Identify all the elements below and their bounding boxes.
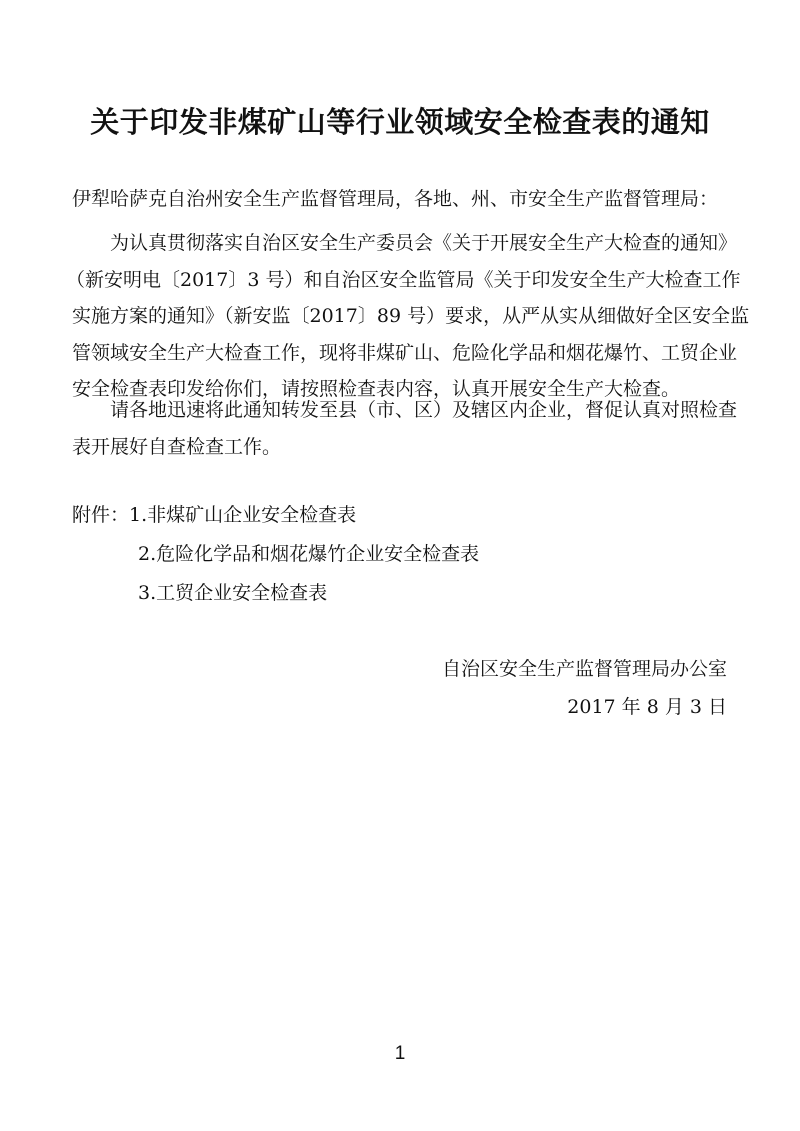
paragraph-2-line: 请各地迅速将此通知转发至县（市、区）及辖区内企业，督促认真对照检查	[110, 399, 738, 421]
paragraph-1-line: 为认真贯彻落实自治区安全生产委员会《关于开展安全生产大检查的通知》	[110, 232, 738, 254]
page-number: 1	[394, 1043, 406, 1064]
attachment-item: 1.非煤矿山企业安全检查表	[129, 504, 357, 526]
attachment-item: 2.危险化学品和烟花爆竹企业安全检查表	[138, 543, 480, 565]
paragraph-1-line: 管领域安全生产大检查工作，现将非煤矿山、危险化学品和烟花爆竹、工贸企业	[72, 341, 738, 364]
paragraph-2-line: 表开展好自查检查工作。	[72, 435, 282, 458]
attachments-label: 附件：	[72, 504, 130, 526]
paragraph-1-line: （新安明电〔2017〕3 号）和自治区安全监管局《关于印发安全生产大检查工作	[66, 268, 741, 291]
paragraph-1	[66, 225, 750, 408]
attachments-section	[72, 502, 356, 528]
paragraph-2	[72, 392, 737, 465]
issue-date: 2017 年 8 月 3 日	[567, 696, 727, 718]
addressee-line: 伊犁哈萨克自治州安全生产监督管理局，各地、州、市安全生产监督管理局：	[72, 188, 719, 210]
attachment-item: 3.工贸企业安全检查表	[138, 582, 328, 604]
document-title: 关于印发非煤矿山等行业领域安全检查表的通知	[90, 105, 710, 139]
issuing-office: 自治区安全生产监督管理局办公室	[441, 658, 727, 680]
paragraph-1-line: 实施方案的通知》（新安监〔2017〕89 号）要求，从严从实从细做好全区安全监	[72, 305, 750, 327]
paragraph-1-line: 安全检查表印发给你们，请按照检查表内容，认真开展安全生产大检查。	[72, 378, 681, 400]
